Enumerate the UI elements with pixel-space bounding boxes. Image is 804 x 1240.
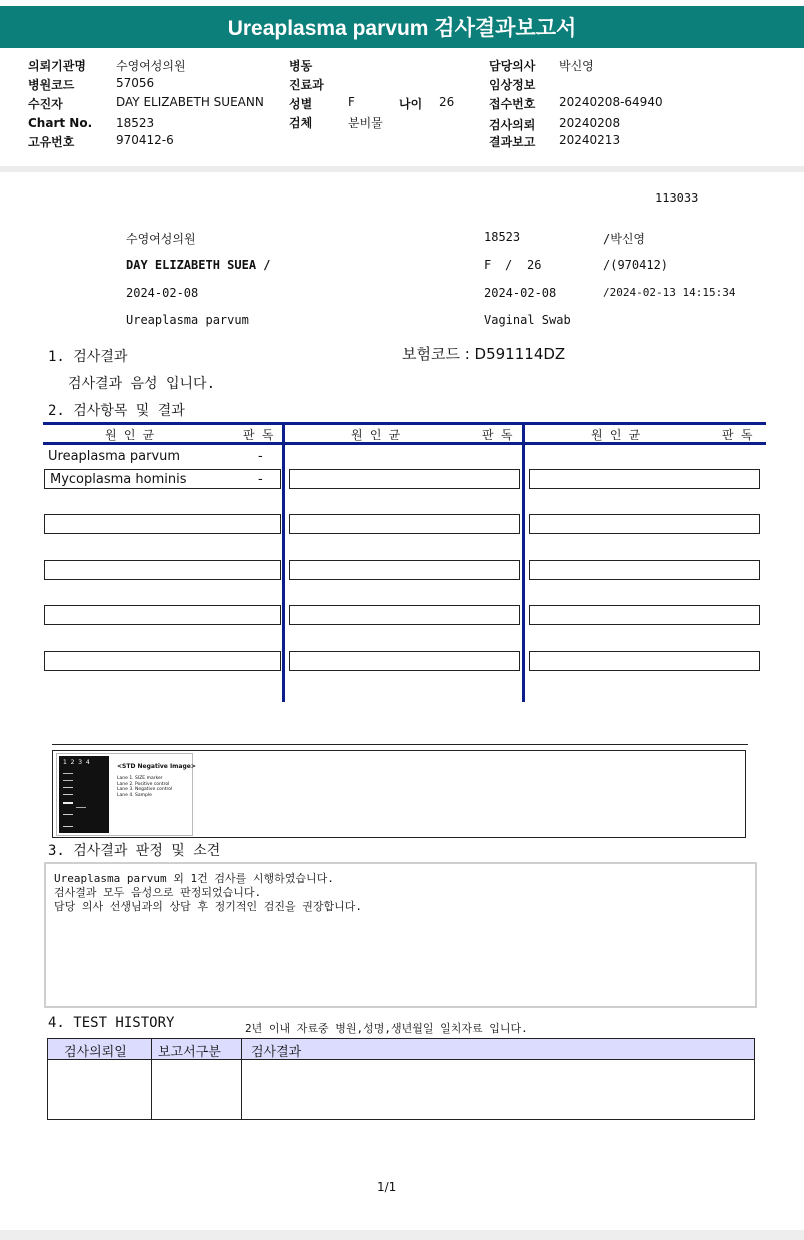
chart-no: 18523	[116, 116, 155, 130]
info-doctor: /박신영	[603, 232, 646, 246]
request-date: 20240208	[559, 116, 621, 130]
info-sex: F	[484, 258, 492, 272]
request-date-label: 검사의뢰	[489, 118, 536, 132]
table-cell	[289, 605, 520, 625]
history-col-divider	[151, 1039, 152, 1119]
history-col-report-type: 보고서구분	[158, 1045, 221, 1060]
page-number: 1/1	[377, 1180, 397, 1194]
specimen-label: 검체	[289, 116, 313, 130]
table-top-rule	[43, 422, 766, 425]
section1-title: 1. 검사결과	[48, 349, 128, 365]
uid-label: 고유번호	[28, 135, 75, 149]
gel-caption: <STD Negative Image>	[117, 763, 196, 770]
doctor-label: 담당의사	[489, 59, 536, 73]
info-date2: 2024-02-08	[484, 286, 557, 300]
history-col-result: 검사결과	[251, 1045, 302, 1060]
table-cell	[289, 514, 520, 534]
history-table	[47, 1038, 755, 1120]
gel-band	[63, 794, 73, 795]
col-pathogen-3: 원 인 균	[591, 428, 641, 442]
table-cell	[529, 605, 760, 625]
comment-line: 담당 의사 선생님과의 상담 후 정기적인 검진을 권장합니다.	[54, 900, 363, 913]
clinical-label: 임상정보	[489, 78, 536, 92]
hosp-code: 57056	[116, 76, 155, 90]
comment-line: Ureaplasma parvum 외 1건 검사를 시행하였습니다.	[54, 872, 334, 885]
gel-band	[63, 826, 73, 827]
info-clinic: 수영여성의원	[126, 232, 196, 246]
gel-band	[76, 807, 86, 808]
gel-legend-item: Lane 2. Positive control	[117, 781, 170, 787]
sex: F	[348, 95, 355, 109]
footer-strip	[0, 1230, 804, 1240]
info-slash: /	[505, 258, 513, 272]
info-patient: DAY ELIZABETH SUEA /	[126, 258, 271, 272]
info-date1: 2024-02-08	[126, 286, 199, 300]
req-org: 수영여성의원	[116, 59, 186, 73]
info-chart: 18523	[484, 230, 521, 244]
report-code: 113033	[655, 191, 699, 205]
pathogen-row-1-result: -	[258, 449, 263, 464]
section1-result: 검사결과 음성 입니다.	[68, 376, 216, 392]
table-cell	[44, 651, 281, 671]
col-pathogen-1: 원 인 균	[105, 428, 155, 442]
table-cell	[44, 605, 281, 625]
col-result-3: 판 독	[722, 428, 753, 442]
gel-band	[63, 787, 73, 788]
gel-legend-item: Lane 1. SIZE marker	[117, 776, 163, 781]
history-header	[48, 1039, 754, 1060]
table-cell	[529, 514, 760, 534]
info-test: Ureaplasma parvum	[126, 313, 249, 327]
gel-band	[63, 773, 73, 774]
gel-legend	[117, 776, 172, 798]
gel-rule	[52, 744, 748, 745]
sex-label: 성별	[289, 97, 313, 111]
info-sample: Vaginal Swab	[484, 313, 571, 327]
table-cell	[289, 560, 520, 580]
age-label: 나이	[399, 97, 423, 111]
section3-title: 3. 검사결과 판정 및 소견	[48, 843, 221, 859]
pathogen-row-1: Ureaplasma parvum	[48, 449, 181, 464]
col-divider-2	[522, 422, 525, 702]
pathogen-row-2: Mycoplasma hominis	[50, 472, 187, 487]
receipt-label: 접수번호	[489, 97, 536, 111]
patient-name: DAY ELIZABETH SUEANN	[116, 95, 264, 109]
table-cell	[529, 469, 760, 489]
receipt-no: 20240208-64940	[559, 95, 663, 109]
doctor: 박신영	[559, 59, 594, 73]
pathogen-row-2-result: -	[258, 472, 263, 487]
info-age: 26	[527, 258, 542, 272]
specimen: 분비물	[348, 116, 383, 130]
col-divider-1	[282, 422, 285, 702]
comment-box	[44, 862, 757, 1008]
age: 26	[439, 95, 455, 109]
table-cell	[44, 514, 281, 534]
history-col-request-date: 검사의뢰일	[64, 1045, 127, 1060]
comment-line: 검사결과 모두 음성으로 판정되었습니다.	[54, 886, 262, 899]
dept-label: 진료과	[289, 78, 324, 92]
gel-photo	[59, 756, 109, 833]
info-birth: /(970412)	[603, 258, 669, 272]
req-org-label: 의뢰기관명	[28, 59, 86, 73]
history-col-divider	[241, 1039, 242, 1119]
gel-legend-item: Lane 4. Sample	[117, 792, 152, 798]
ward-label: 병동	[289, 59, 313, 73]
chart-label: Chart No.	[28, 116, 93, 130]
separator	[0, 166, 804, 172]
report-date-label: 결과보고	[489, 135, 536, 149]
gel-band	[63, 780, 73, 781]
gel-figure	[56, 753, 196, 836]
col-result-1: 판 독	[243, 428, 274, 442]
insurance-code: 보험코드 : D591114DZ	[402, 345, 566, 363]
info-report-datetime: /2024-02-13 14:15:34	[603, 286, 736, 299]
report-title: Ureaplasma parvum 검사결과보고서	[0, 6, 804, 48]
table-cell	[44, 560, 281, 580]
gel-lane-numbers: 1 2 3 4	[63, 759, 90, 766]
gel-band	[63, 802, 73, 804]
table-cell	[529, 651, 760, 671]
hosp-code-label: 병원코드	[28, 78, 75, 92]
col-result-2: 판 독	[482, 428, 513, 442]
gel-legend-item: Lane 3. Negative control	[117, 787, 173, 792]
uid: 970412-6	[116, 133, 174, 147]
section4-title: 4. TEST HISTORY	[48, 1015, 175, 1031]
table-cell	[289, 469, 520, 489]
history-note: 2년 이내 자료중 병원,성명,생년월일 일치자료 입니다.	[245, 1022, 528, 1035]
table-cell	[529, 560, 760, 580]
gel-band	[63, 814, 73, 815]
patient-label: 수진자	[28, 97, 63, 111]
table-cell	[289, 651, 520, 671]
report-date: 20240213	[559, 133, 621, 147]
section2-title: 2. 검사항목 및 결과	[48, 403, 185, 419]
col-pathogen-2: 원 인 균	[351, 428, 401, 442]
